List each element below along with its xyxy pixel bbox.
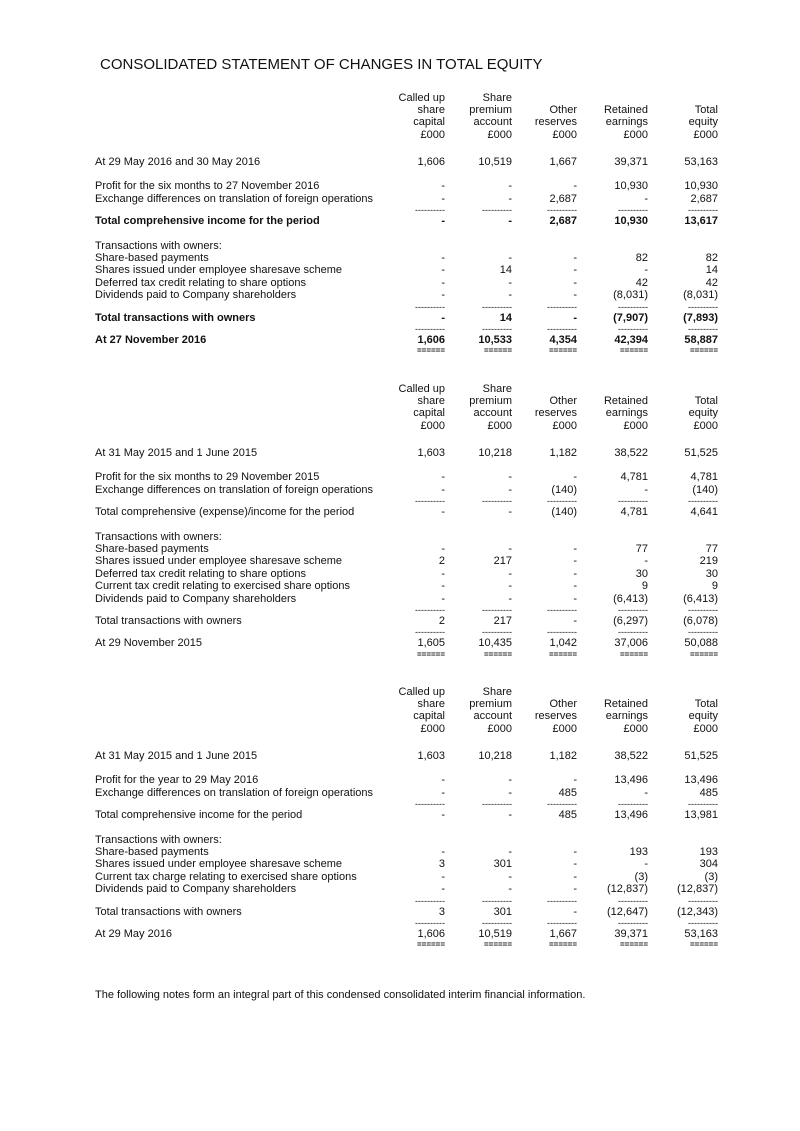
table-row bbox=[95, 447, 720, 459]
cell-other-reserves: - bbox=[573, 614, 577, 627]
subtotal-rule: ---------- ---------- ---------- ---------- ---------- bbox=[415, 301, 718, 312]
cell-share-premium: - bbox=[508, 483, 512, 496]
cell-retained-earnings: 39,371 bbox=[614, 156, 648, 168]
cell-share-premium: 10,435 bbox=[478, 637, 512, 650]
footnote: The following notes form an integral part of this condensed consolidated interim financial information. bbox=[95, 989, 586, 1001]
cell-total-equity: 13,981 bbox=[684, 809, 718, 822]
cell-retained-earnings: - bbox=[644, 264, 648, 277]
cell-retained-earnings: 13,496 bbox=[614, 774, 648, 787]
cell-other-reserves: (140) bbox=[551, 506, 577, 519]
cell-share-premium: 217 bbox=[493, 555, 512, 568]
cell-retained-earnings: 38,522 bbox=[614, 750, 648, 762]
cell-share-premium: 217 bbox=[493, 614, 512, 627]
cell-retained-earnings: 42,394 bbox=[614, 333, 648, 346]
column-header-other-reserves: Other reserves £000 bbox=[534, 698, 577, 735]
table-row bbox=[95, 531, 720, 543]
cell-total-equity: 82 bbox=[705, 251, 718, 264]
cell-share-capital: - bbox=[441, 215, 445, 228]
cell-share-premium: - bbox=[508, 580, 512, 593]
cell-share-capital: - bbox=[441, 774, 445, 787]
cell-retained-earnings: 77 bbox=[635, 542, 648, 555]
cell-share-capital: - bbox=[441, 845, 445, 858]
subtotal-rule: ---------- ---------- ---------- ---------- ---------- bbox=[415, 895, 718, 906]
cell-retained-earnings: 10,930 bbox=[614, 180, 648, 193]
row-label: Dividends paid to Company shareholders bbox=[95, 592, 297, 605]
cell-share-capital: - bbox=[441, 870, 445, 883]
cell-total-equity: (7,893) bbox=[683, 311, 718, 324]
table-row bbox=[95, 543, 720, 555]
row-label: Share-based payments bbox=[95, 845, 209, 858]
cell-other-reserves: - bbox=[573, 883, 577, 896]
cell-share-capital: - bbox=[441, 192, 445, 205]
cell-other-reserves: 1,042 bbox=[549, 637, 577, 650]
cell-other-reserves: - bbox=[573, 555, 577, 568]
table-row bbox=[95, 637, 720, 649]
cell-total-equity: 304 bbox=[699, 858, 718, 871]
cell-total-equity: (12,837) bbox=[677, 883, 718, 896]
table-row bbox=[95, 928, 720, 940]
column-headers bbox=[95, 92, 720, 148]
cell-total-equity: 30 bbox=[705, 567, 718, 580]
cell-retained-earnings: (6,413) bbox=[613, 592, 648, 605]
cell-share-capital: - bbox=[441, 580, 445, 593]
cell-other-reserves: - bbox=[573, 289, 577, 302]
row-label: Profit for the year to 29 May 2016 bbox=[95, 774, 259, 787]
cell-share-premium: 14 bbox=[499, 311, 512, 324]
cell-share-capital: - bbox=[441, 542, 445, 555]
table-row bbox=[95, 809, 720, 821]
row-label: Dividends paid to Company shareholders bbox=[95, 289, 297, 302]
cell-other-reserves: - bbox=[573, 905, 577, 918]
subtotal-rule: ---------- ---------- ---------- ---------- ---------- bbox=[415, 205, 718, 216]
column-header-share-premium: Share premium account £000 bbox=[469, 92, 512, 141]
cell-total-equity: 53,163 bbox=[684, 156, 718, 168]
column-header-retained-earnings: Retained earnings £000 bbox=[603, 104, 648, 141]
cell-other-reserves: - bbox=[573, 180, 577, 193]
cell-other-reserves: 1,667 bbox=[549, 927, 577, 940]
cell-share-capital: 2 bbox=[438, 614, 445, 627]
table-row bbox=[95, 593, 720, 605]
cell-retained-earnings: 10,930 bbox=[614, 215, 648, 228]
row-label: At 27 November 2016 bbox=[95, 333, 207, 346]
cell-share-premium: - bbox=[508, 592, 512, 605]
cell-share-capital: - bbox=[441, 883, 445, 896]
cell-total-equity: 42 bbox=[705, 276, 718, 289]
table-row bbox=[95, 180, 720, 192]
cell-retained-earnings: 30 bbox=[635, 567, 648, 580]
row-label: Total comprehensive income for the period bbox=[95, 215, 320, 228]
cell-total-equity: (3) bbox=[704, 870, 718, 883]
cell-share-capital: - bbox=[441, 506, 445, 519]
cell-total-equity: 51,525 bbox=[684, 750, 718, 762]
cell-retained-earnings: (7,907) bbox=[613, 311, 648, 324]
cell-share-capital: 1,603 bbox=[417, 447, 445, 459]
cell-share-capital: 1,605 bbox=[417, 637, 445, 650]
cell-share-capital: - bbox=[441, 809, 445, 822]
cell-total-equity: (6,413) bbox=[683, 592, 718, 605]
cell-share-premium: - bbox=[508, 289, 512, 302]
table-row bbox=[95, 615, 720, 627]
cell-share-capital: 3 bbox=[438, 858, 445, 871]
cell-total-equity: (8,031) bbox=[683, 289, 718, 302]
cell-total-equity: 58,887 bbox=[684, 333, 718, 346]
cell-share-premium: - bbox=[508, 542, 512, 555]
cell-retained-earnings: 193 bbox=[629, 845, 648, 858]
column-header-total-equity: Total equity £000 bbox=[688, 698, 718, 735]
table-row bbox=[95, 871, 720, 883]
cell-retained-earnings: - bbox=[644, 555, 648, 568]
cell-other-reserves: - bbox=[573, 471, 577, 484]
cell-retained-earnings: - bbox=[644, 192, 648, 205]
column-header-share-capital: Called up share capital £000 bbox=[398, 686, 445, 735]
cell-total-equity: (6,078) bbox=[683, 614, 718, 627]
cell-share-capital: - bbox=[441, 311, 445, 324]
column-headers bbox=[95, 383, 720, 439]
cell-other-reserves: - bbox=[573, 870, 577, 883]
column-header-share-premium: Share premium account £000 bbox=[469, 686, 512, 735]
row-label: Total comprehensive (expense)/income for the period bbox=[95, 506, 355, 519]
row-label: At 29 May 2016 bbox=[95, 927, 173, 940]
table-row bbox=[95, 568, 720, 580]
cell-other-reserves: - bbox=[573, 542, 577, 555]
column-header-other-reserves: Other reserves £000 bbox=[534, 395, 577, 432]
cell-other-reserves: - bbox=[573, 774, 577, 787]
statement-section-2016-full-year bbox=[95, 686, 720, 950]
cell-share-premium: - bbox=[508, 567, 512, 580]
cell-share-premium: 10,218 bbox=[478, 447, 512, 459]
table-row bbox=[95, 289, 720, 301]
cell-share-capital: 1,606 bbox=[417, 927, 445, 940]
cell-share-premium: - bbox=[508, 883, 512, 896]
cell-total-equity: 77 bbox=[705, 542, 718, 555]
column-header-retained-earnings: Retained earnings £000 bbox=[603, 395, 648, 432]
cell-share-capital: 2 bbox=[438, 555, 445, 568]
row-label: Share-based payments bbox=[95, 251, 209, 264]
cell-retained-earnings: 4,781 bbox=[620, 471, 648, 484]
row-label: At 31 May 2015 and 1 June 2015 bbox=[95, 447, 258, 459]
cell-other-reserves: - bbox=[573, 311, 577, 324]
row-label: Exchange differences on translation of foreign operations bbox=[95, 483, 374, 496]
cell-share-premium: 14 bbox=[499, 264, 512, 277]
cell-share-premium: - bbox=[508, 786, 512, 799]
cell-share-premium: 301 bbox=[493, 858, 512, 871]
cell-share-premium: 10,218 bbox=[478, 750, 512, 762]
cell-share-premium: - bbox=[508, 809, 512, 822]
table-row bbox=[95, 750, 720, 762]
cell-share-premium: - bbox=[508, 276, 512, 289]
column-header-total-equity: Total equity £000 bbox=[688, 104, 718, 141]
cell-share-capital: - bbox=[441, 471, 445, 484]
cell-share-premium: - bbox=[508, 471, 512, 484]
cell-share-capital: - bbox=[441, 276, 445, 289]
subtotal-rule: ---------- ---------- ---------- ---------- ---------- bbox=[415, 917, 718, 928]
cell-share-premium: - bbox=[508, 251, 512, 264]
subtotal-rule: ---------- ---------- ---------- ---------- ---------- bbox=[415, 627, 718, 638]
table-row bbox=[95, 484, 720, 496]
statement-section-2016-interim bbox=[95, 92, 720, 356]
column-header-other-reserves: Other reserves £000 bbox=[534, 104, 577, 141]
cell-share-capital: - bbox=[441, 264, 445, 277]
column-header-total-equity: Total equity £000 bbox=[688, 395, 718, 432]
row-label: Deferred tax credit relating to share options bbox=[95, 276, 306, 289]
cell-total-equity: 14 bbox=[705, 264, 718, 277]
row-label: Transactions with owners: bbox=[95, 833, 222, 846]
cell-share-premium: - bbox=[508, 180, 512, 193]
row-label: Profit for the six months to 29 November 2015 bbox=[95, 471, 320, 484]
table-row bbox=[95, 240, 720, 252]
row-label: Current tax credit relating to exercised share options bbox=[95, 580, 350, 593]
row-label: At 29 May 2016 and 30 May 2016 bbox=[95, 156, 261, 168]
cell-total-equity: (12,343) bbox=[677, 905, 718, 918]
double-rule: ====== ====== ====== ====== ====== bbox=[416, 940, 718, 950]
table-row bbox=[95, 252, 720, 264]
column-header-share-capital: Called up share capital £000 bbox=[398, 92, 445, 141]
table-row bbox=[95, 277, 720, 289]
cell-share-premium: - bbox=[508, 845, 512, 858]
table-row bbox=[95, 580, 720, 592]
cell-retained-earnings: 4,781 bbox=[620, 506, 648, 519]
cell-total-equity: 2,687 bbox=[690, 192, 718, 205]
table-row bbox=[95, 774, 720, 786]
table-row bbox=[95, 471, 720, 483]
table-row bbox=[95, 883, 720, 895]
cell-total-equity: 193 bbox=[699, 845, 718, 858]
subtotal-rule: ---------- ---------- ---------- ---------- ---------- bbox=[415, 799, 718, 810]
row-label: Shares issued under employee sharesave scheme bbox=[95, 264, 343, 277]
subtotal-rule: ---------- ---------- ---------- ---------- ---------- bbox=[415, 496, 718, 507]
row-label: At 29 November 2015 bbox=[95, 637, 203, 650]
cell-share-capital: - bbox=[441, 592, 445, 605]
cell-other-reserves: - bbox=[573, 580, 577, 593]
cell-retained-earnings: 38,522 bbox=[614, 447, 648, 459]
column-headers bbox=[95, 686, 720, 742]
double-rule: ====== ====== ====== ====== ====== bbox=[416, 649, 718, 659]
row-label: Shares issued under employee sharesave scheme bbox=[95, 858, 343, 871]
cell-total-equity: 219 bbox=[699, 555, 718, 568]
cell-share-capital: 1,603 bbox=[417, 750, 445, 762]
row-label: Total comprehensive income for the period bbox=[95, 809, 303, 822]
table-row bbox=[95, 846, 720, 858]
cell-total-equity: (140) bbox=[692, 483, 718, 496]
cell-total-equity: 10,930 bbox=[684, 180, 718, 193]
cell-retained-earnings: 37,006 bbox=[614, 637, 648, 650]
cell-share-capital: - bbox=[441, 567, 445, 580]
cell-share-capital: - bbox=[441, 786, 445, 799]
cell-total-equity: 13,617 bbox=[684, 215, 718, 228]
row-label: Profit for the six months to 27 November 2016 bbox=[95, 180, 320, 193]
row-label: Transactions with owners: bbox=[95, 530, 222, 543]
table-row bbox=[95, 215, 720, 227]
row-label: Dividends paid to Company shareholders bbox=[95, 883, 297, 896]
row-label: Exchange differences on translation of foreign operations bbox=[95, 192, 374, 205]
cell-retained-earnings: 13,496 bbox=[614, 809, 648, 822]
cell-total-equity: 53,163 bbox=[684, 927, 718, 940]
cell-other-reserves: - bbox=[573, 251, 577, 264]
column-header-share-premium: Share premium account £000 bbox=[469, 383, 512, 432]
cell-retained-earnings: 9 bbox=[641, 580, 648, 593]
cell-share-premium: 10,519 bbox=[478, 927, 512, 940]
table-row bbox=[95, 506, 720, 518]
cell-other-reserves: (140) bbox=[551, 483, 577, 496]
cell-other-reserves: - bbox=[573, 845, 577, 858]
row-label: Share-based payments bbox=[95, 542, 209, 555]
table-row bbox=[95, 834, 720, 846]
row-label: At 31 May 2015 and 1 June 2015 bbox=[95, 750, 258, 762]
cell-share-capital: 1,606 bbox=[417, 333, 445, 346]
cell-retained-earnings: - bbox=[644, 786, 648, 799]
table-row bbox=[95, 264, 720, 276]
table-row bbox=[95, 193, 720, 205]
row-label: Total transactions with owners bbox=[95, 905, 242, 918]
cell-share-capital: 3 bbox=[438, 905, 445, 918]
cell-other-reserves: - bbox=[573, 264, 577, 277]
cell-share-premium: 10,533 bbox=[478, 333, 512, 346]
cell-retained-earnings: - bbox=[644, 483, 648, 496]
cell-share-premium: - bbox=[508, 192, 512, 205]
cell-share-capital: 1,606 bbox=[417, 156, 445, 168]
cell-other-reserves: - bbox=[573, 858, 577, 871]
cell-total-equity: 4,781 bbox=[690, 471, 718, 484]
row-label: Total transactions with owners bbox=[95, 614, 242, 627]
cell-share-capital: - bbox=[441, 289, 445, 302]
cell-total-equity: 13,496 bbox=[684, 774, 718, 787]
row-label: Deferred tax credit relating to share options bbox=[95, 567, 306, 580]
cell-other-reserves: 2,687 bbox=[549, 215, 577, 228]
table-row bbox=[95, 906, 720, 918]
table-row bbox=[95, 787, 720, 799]
cell-total-equity: 50,088 bbox=[684, 637, 718, 650]
cell-other-reserves: 485 bbox=[558, 786, 577, 799]
cell-total-equity: 51,525 bbox=[684, 447, 718, 459]
table-row bbox=[95, 312, 720, 324]
cell-retained-earnings: (12,837) bbox=[607, 883, 648, 896]
cell-other-reserves: - bbox=[573, 567, 577, 580]
subtotal-rule: ---------- ---------- ---------- ---------- ---------- bbox=[415, 604, 718, 615]
table-row bbox=[95, 555, 720, 567]
cell-share-capital: - bbox=[441, 180, 445, 193]
cell-share-premium: - bbox=[508, 870, 512, 883]
cell-retained-earnings: - bbox=[644, 858, 648, 871]
cell-other-reserves: 1,667 bbox=[549, 156, 577, 168]
row-label: Transactions with owners: bbox=[95, 239, 222, 252]
cell-share-premium: - bbox=[508, 215, 512, 228]
cell-retained-earnings: (6,297) bbox=[613, 614, 648, 627]
cell-total-equity: 4,641 bbox=[690, 506, 718, 519]
column-header-share-capital: Called up share capital £000 bbox=[398, 383, 445, 432]
row-label: Total transactions with owners bbox=[95, 311, 256, 324]
cell-share-capital: - bbox=[441, 251, 445, 264]
cell-other-reserves: 2,687 bbox=[549, 192, 577, 205]
cell-total-equity: 485 bbox=[699, 786, 718, 799]
cell-retained-earnings: 42 bbox=[635, 276, 648, 289]
cell-share-premium: 301 bbox=[493, 905, 512, 918]
cell-total-equity: 9 bbox=[711, 580, 718, 593]
cell-retained-earnings: (12,647) bbox=[607, 905, 648, 918]
cell-other-reserves: 4,354 bbox=[549, 333, 577, 346]
table-row bbox=[95, 156, 720, 168]
row-label: Shares issued under employee sharesave scheme bbox=[95, 555, 343, 568]
cell-share-premium: 10,519 bbox=[478, 156, 512, 168]
cell-other-reserves: 1,182 bbox=[549, 447, 577, 459]
cell-share-premium: - bbox=[508, 506, 512, 519]
cell-share-premium: - bbox=[508, 774, 512, 787]
page-title: CONSOLIDATED STATEMENT OF CHANGES IN TOTAL EQUITY bbox=[100, 56, 543, 73]
statement-section-2015-interim bbox=[95, 383, 720, 660]
cell-other-reserves: - bbox=[573, 276, 577, 289]
cell-other-reserves: 485 bbox=[558, 809, 577, 822]
cell-retained-earnings: (8,031) bbox=[613, 289, 648, 302]
cell-retained-earnings: 82 bbox=[635, 251, 648, 264]
cell-other-reserves: - bbox=[573, 592, 577, 605]
cell-retained-earnings: 39,371 bbox=[614, 927, 648, 940]
table-row bbox=[95, 858, 720, 870]
subtotal-rule: ---------- ---------- ---------- ---------- ---------- bbox=[415, 323, 718, 334]
row-label: Exchange differences on translation of foreign operations bbox=[95, 786, 374, 799]
double-rule: ====== ====== ====== ====== ====== bbox=[416, 346, 718, 356]
cell-share-capital: - bbox=[441, 483, 445, 496]
row-label: Current tax charge relating to exercised share options bbox=[95, 870, 357, 883]
cell-other-reserves: 1,182 bbox=[549, 750, 577, 762]
column-header-retained-earnings: Retained earnings £000 bbox=[603, 698, 648, 735]
table-row bbox=[95, 334, 720, 346]
cell-retained-earnings: (3) bbox=[634, 870, 648, 883]
